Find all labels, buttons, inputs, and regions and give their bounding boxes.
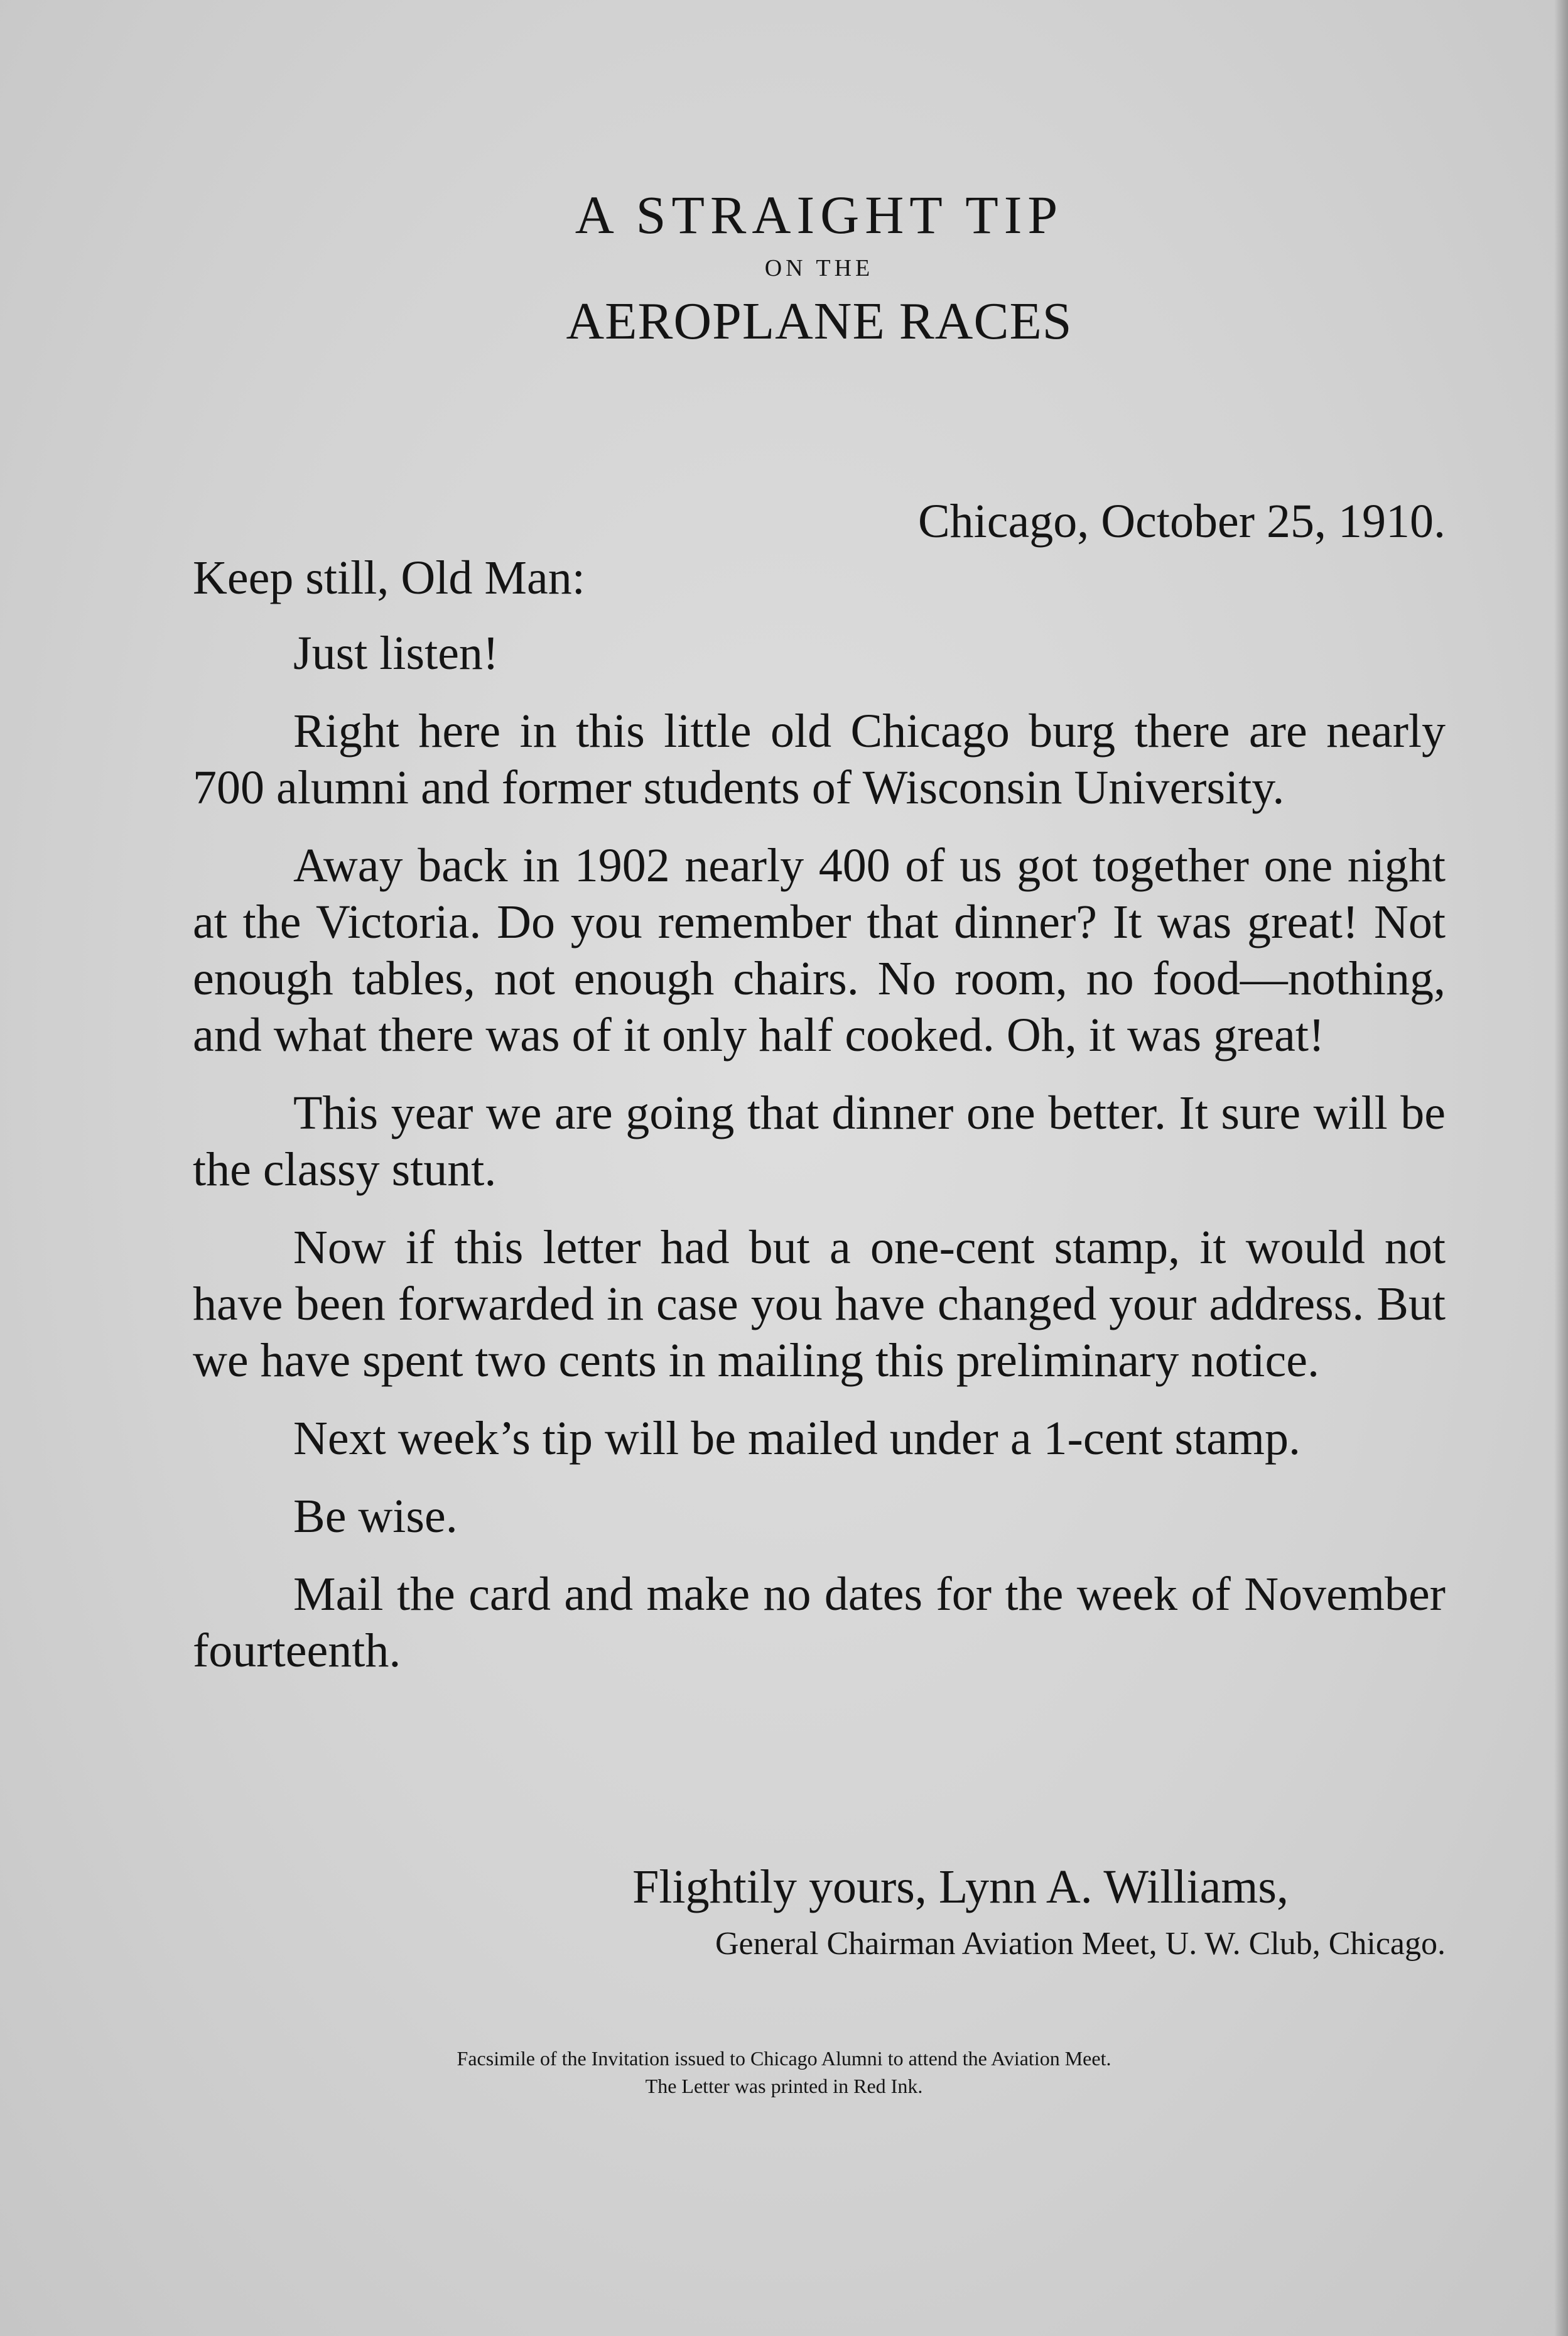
letter-paragraph: Right here in this little old Chicago burg there are nearly 700 alumni and former students of Wisconsin University. [193, 705, 1446, 814]
letter-salutation: Keep still, Old Man: [193, 551, 585, 604]
heading-aeroplane-races: AEROPLANE RACES [566, 292, 1073, 350]
letter-paragraph: Next week’s tip will be mailed under a 1-cent stamp. [293, 1412, 1300, 1465]
letter-paragraph: Just listen! [293, 627, 499, 680]
letter-paragraph: Mail the card and make no dates for the week of November fourteenth. [193, 1568, 1446, 1677]
page-edge-shadow [1554, 0, 1568, 2336]
signature-title: General Chairman Aviation Meet, U. W. Club, Chicago. [715, 1926, 1446, 1962]
facsimile-caption-line2: The Letter was printed in Red Ink. [645, 2075, 923, 2097]
letter-dateline: Chicago, October 25, 1910. [917, 495, 1446, 548]
heading-straight-tip: A STRAIGHT TIP [575, 185, 1064, 245]
letter-paragraph: Now if this letter had but a one-cent stamp, it would not have been forwarded in case you have changed your address. But we have spent two cents in mailing this preliminary notice. [193, 1221, 1446, 1387]
letter-paragraph: Away back in 1902 nearly 400 of us got together one night at the Victoria. Do you remember that dinner? It was great! Not enough tables, not enough chairs. No room, no food—nothing, and what there was of it only half cooked. Oh, it was great! [193, 839, 1446, 1062]
letter-paragraph: This year we are going that dinner one better. It sure will be the classy stunt. [193, 1087, 1446, 1196]
letter-body [193, 625, 1446, 1700]
heading-on-the: ON THE [764, 255, 874, 281]
facsimile-caption-line1: Facsimile of the Invitation issued to Chicago Alumni to attend the Aviation Meet. [457, 2047, 1111, 2070]
letter-signature: Flightily yours, Lynn A. Williams, [632, 1861, 1289, 1913]
letter-paragraph: Be wise. [293, 1490, 458, 1543]
